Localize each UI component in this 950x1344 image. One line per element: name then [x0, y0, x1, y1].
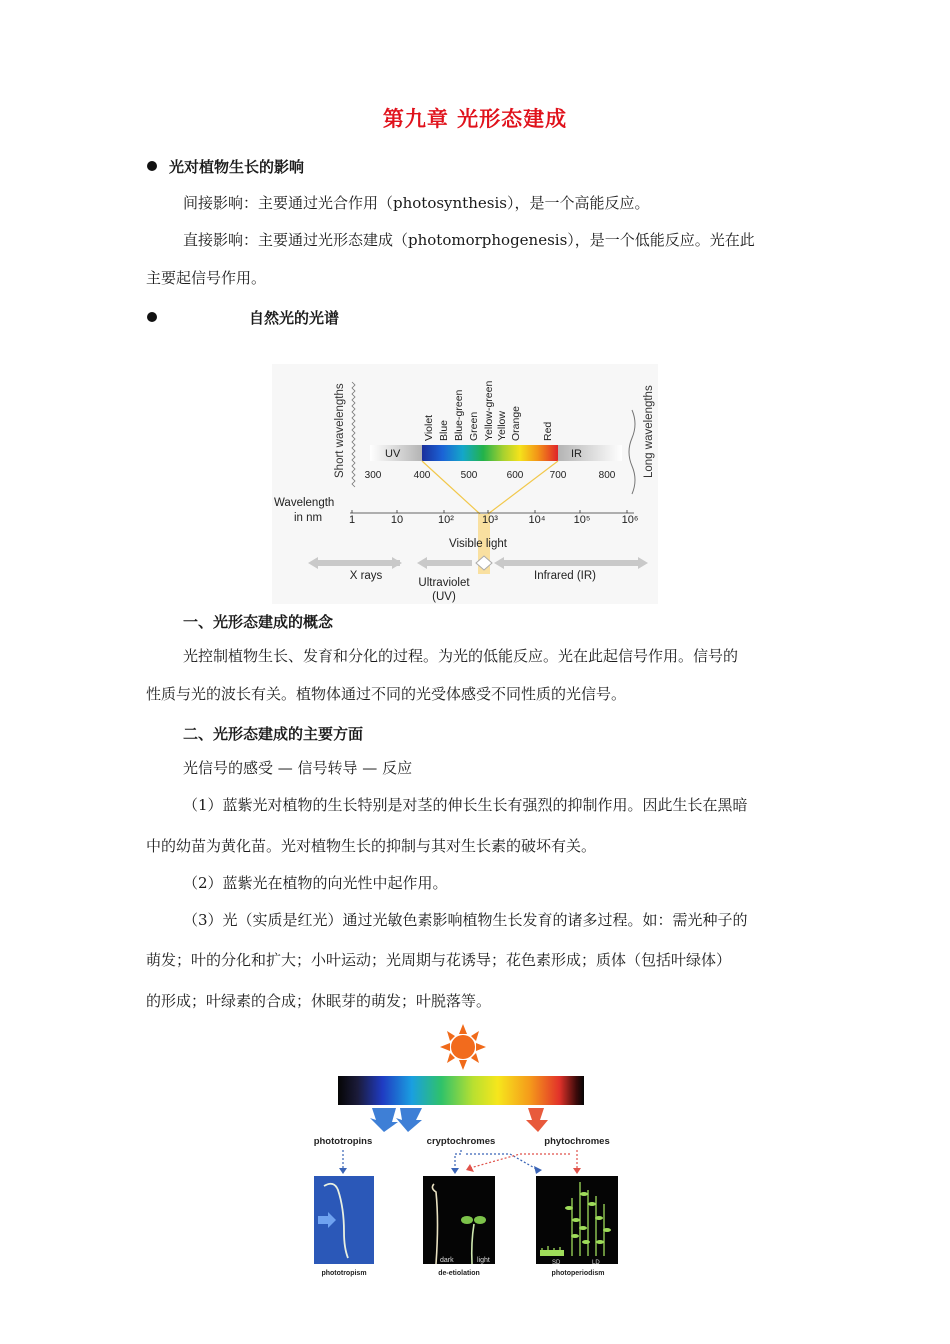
paragraph-direct-effect-line2: 主要起信号作用。 — [146, 269, 267, 287]
xrays-label: X rays — [349, 570, 383, 582]
ir-label: IR — [571, 448, 582, 460]
heading-text: 自然光的光谱 — [249, 309, 340, 327]
wavelength-unit-label: in nm — [294, 512, 323, 524]
short-wavelengths-label: Short wavelengths — [334, 383, 346, 478]
ultraviolet-abbr-label: (UV) — [432, 591, 456, 603]
receptor-cryptochromes: cryptochromes — [426, 1136, 496, 1147]
color-label-violet: Violet — [423, 414, 435, 441]
log-tick: 10⁴ — [528, 514, 546, 526]
figure-background — [272, 364, 658, 604]
arrow-heads — [339, 1164, 581, 1174]
color-label-orange: Orange — [510, 405, 522, 441]
color-label-blue-green: Blue-green — [453, 389, 465, 441]
cotyledon-left — [461, 1216, 473, 1224]
paragraph-indirect-effect: 间接影响：主要通过光合作用（photosynthesis），是一个高能反应。 — [183, 194, 650, 212]
label-ld: LD — [592, 1260, 600, 1266]
label-sd: SD — [552, 1260, 561, 1266]
nm-tick: 800 — [598, 470, 616, 481]
visible-light-label: Visible light — [449, 538, 507, 550]
color-label-yellow: Yellow — [496, 411, 508, 441]
ultraviolet-label: Ultraviolet — [418, 577, 470, 589]
spectrum-figure — [272, 364, 658, 604]
cotyledon-right — [474, 1216, 486, 1224]
heading-concept: 一、光形态建成的概念 — [183, 613, 334, 631]
log-tick: 10² — [438, 514, 454, 526]
heading-aspects: 二、光形态建成的主要方面 — [183, 725, 364, 743]
sun-icon — [440, 1024, 486, 1070]
panel-label-phototropism: phototropism — [321, 1270, 367, 1277]
wavelength-label: Wavelength — [274, 497, 335, 509]
color-label-yellow-green: Yellow-green — [483, 380, 495, 441]
paragraph-p3-line1: （3）光（实质是红光）通过光敏色素影响植物生长发育的诸多过程。如：需光种子的 — [183, 911, 748, 929]
ir-band — [558, 445, 622, 461]
heading-text: 光对植物生长的影响 — [169, 158, 305, 176]
nm-tick: 300 — [364, 470, 382, 481]
blue-arrow-right-icon — [396, 1108, 422, 1132]
paragraph-concept-line2: 性质与光的波长有关。植物体通过不同的光受体感受不同性质的光信号。 — [146, 685, 627, 703]
paragraph-p3-line3: 的形成；叶绿素的合成；休眠芽的萌发；叶脱落等。 — [146, 992, 492, 1010]
log-tick: 10 — [390, 514, 404, 526]
color-label-green: Green — [468, 411, 480, 441]
paragraph-p1-line2: 中的幼苗为黄化苗。光对植物生长的抑制与其对生长素的破坏有关。 — [146, 837, 597, 855]
label-dark: dark — [440, 1257, 454, 1264]
nm-tick: 500 — [460, 470, 478, 481]
receptor-phototropins: phototropins — [313, 1136, 373, 1147]
log-tick: 10⁵ — [573, 514, 591, 526]
signal-chain: 光信号的感受 — 信号转导 — 反应 — [183, 759, 413, 777]
uv-label: UV — [385, 448, 401, 460]
paragraph-p1-line1: （1）蓝紫光对植物的生长特别是对茎的伸长生长有强烈的抑制作用。因此生长在黑暗 — [183, 796, 748, 814]
infrared-label: Infrared (IR) — [534, 570, 596, 582]
label-light: light — [477, 1257, 490, 1264]
paragraph-concept-line1: 光控制植物生长、发育和分化的过程。为光的低能反应。光在此起信号作用。信号的 — [183, 647, 739, 665]
nm-tick: 700 — [549, 470, 567, 481]
nm-tick: 400 — [413, 470, 431, 481]
blue-arrow-left-icon — [370, 1108, 398, 1132]
bullet-heading-light-effects — [147, 156, 304, 177]
bullet-heading-spectrum — [147, 307, 339, 328]
bullet-dot — [147, 312, 157, 322]
receptor-phytochromes: phytochromes — [544, 1136, 610, 1147]
bullet-dot — [147, 161, 157, 171]
photoreceptor-figure — [300, 1022, 630, 1284]
signal-arrows — [343, 1150, 577, 1170]
page-title: 第九章 光形态建成 — [382, 107, 568, 131]
panel-label-photoperiodism: photoperiodism — [551, 1270, 605, 1277]
paragraph-p2: （2）蓝紫光在植物的向光性中起作用。 — [183, 874, 448, 892]
paragraph-direct-effect-line1: 直接影响：主要通过光形态建成（photomorphogenesis），是一个低能反应。光在此 — [183, 231, 755, 249]
color-label-blue: Blue — [438, 419, 450, 441]
log-tick: 10⁶ — [621, 514, 639, 526]
log-tick: 1 — [348, 514, 356, 526]
red-arrow-icon — [526, 1108, 548, 1132]
long-wavelengths-label: Long wavelengths — [643, 385, 655, 478]
light-spectrum-bar — [338, 1076, 584, 1105]
log-tick: 10³ — [482, 514, 498, 526]
nm-tick: 600 — [506, 470, 524, 481]
paragraph-p3-line2: 萌发；叶的分化和扩大；小叶运动；光周期与花诱导；花色素形成；质体（包括叶绿体） — [146, 951, 732, 969]
color-label-red: Red — [542, 421, 554, 441]
panel-label-de-etiolation: de-etiolation — [438, 1270, 480, 1277]
receptor-labels — [314, 1136, 610, 1147]
visible-band — [422, 445, 558, 461]
